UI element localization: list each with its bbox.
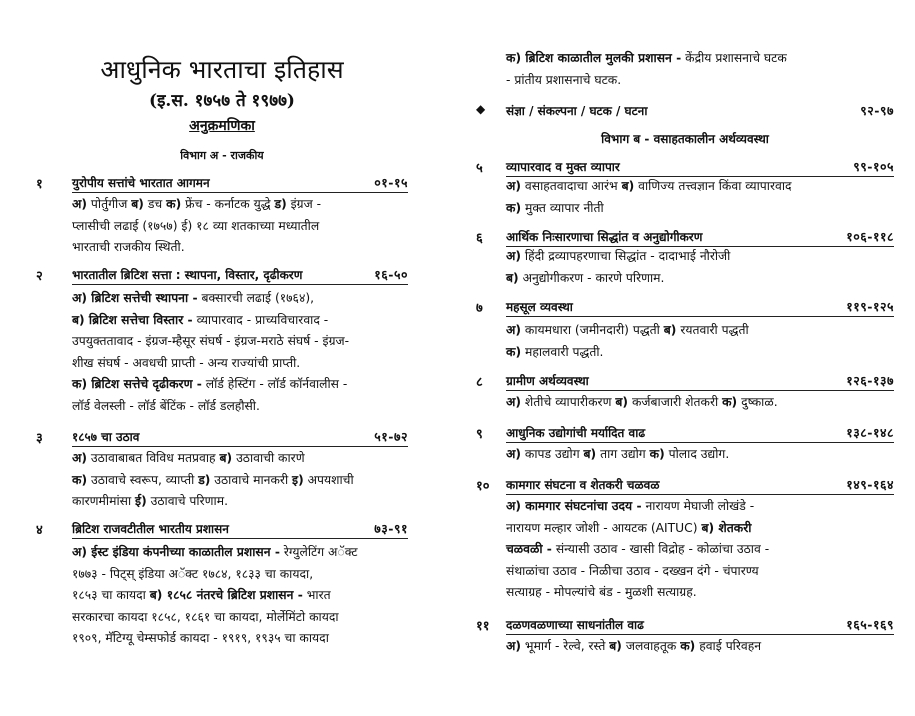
entry-heading: संज्ञा / संकल्पना / घटक / घटना bbox=[506, 104, 648, 118]
entry-pages: १४९-१६४ bbox=[846, 477, 894, 492]
entry-body: अ) वसाहतवादाचा आरंभ ब) वाणिज्य तत्त्वज्ञान किंवा व्यापारवाद क) मुक्त व्यापार नीती bbox=[506, 179, 792, 215]
entry-heading: युरोपीय सत्तांचे भारतात आगमन bbox=[72, 176, 210, 190]
entry-body: अ) कापड उद्योग ब) ताग उद्योग क) पोलाद उद्योग. bbox=[506, 447, 730, 461]
toc-entry-9[interactable] bbox=[476, 424, 894, 468]
entry-pages: १६-५० bbox=[374, 267, 408, 282]
entry-pages: १६५-१६९ bbox=[846, 617, 894, 632]
entry-number: ७ bbox=[476, 301, 483, 316]
toc-entry-11[interactable] bbox=[476, 616, 894, 662]
divider bbox=[506, 390, 894, 391]
book-title: आधुनिक भारताचा इतिहास bbox=[100, 55, 344, 84]
entry-body: अ) ब्रिटिश सत्तेची स्थापना - बक्सारची लढाई (१७६४), ब) ब्रिटिश सत्तेचा विस्तार - व्यापारवाद - प्राच्यविचारवाद - उपयुक्ततावाद - इंग्रज-म्हैसूर संघर्ष - इंग्रज-मराठे संघर्ष - इंग्रज- शीख संघर्ष - अवधची प्राप्ती - अन्य राज्यांची प्राप्ती. क) ब्रिटिश सत्तेचे दृढीकरण - लॉर्ड हेस्टिंग - लॉर्ड कॉर्नवालीस - लॉर्ड वेलस्ली - लॉर्ड बेंटिंक - लॉर्ड डलहौसी. bbox=[72, 291, 350, 413]
entry-heading: कामगार संघटना व शेतकरी चळवळ bbox=[506, 478, 660, 492]
entry-heading: दळणवळणाच्या साधनांतील वाढ bbox=[506, 618, 644, 632]
entry-number: ११ bbox=[476, 619, 490, 634]
entry-number: १ bbox=[36, 177, 43, 192]
entry-number: ४ bbox=[36, 523, 43, 538]
entry-pages: ७३-९१ bbox=[374, 521, 408, 536]
entry-body: अ) शेतीचे व्यापारीकरण ब) कर्जबाजारी शेतकरी क) दुष्काळ. bbox=[506, 395, 778, 409]
section-b-heading: विभाग ब - वसाहतकालीन अर्थव्यवस्था bbox=[601, 132, 769, 146]
entry-pages: १२६-१३७ bbox=[846, 373, 894, 388]
toc-entry-4[interactable] bbox=[36, 520, 408, 650]
entry-number: ३ bbox=[36, 431, 43, 446]
divider bbox=[506, 634, 894, 635]
toc-entry-7[interactable] bbox=[476, 298, 894, 364]
entry-body: अ) हिंदी द्रव्यापहरणाचा सिद्धांत - दादाभाई नौरोजी ब) अनुद्योगीकरण - कारणे परिणाम. bbox=[506, 249, 731, 285]
toc-entry-2[interactable] bbox=[36, 266, 408, 414]
book-subtitle: (इ.स. १७५७ ते १९७७) bbox=[149, 91, 295, 111]
toc-entry-concepts[interactable] bbox=[476, 102, 894, 122]
entry-body: अ) ईस्ट इंडिया कंपनीच्या काळातील प्रशासन - रेग्युलेटिंग अॅक्ट १७७३ - पिट्स् इंडिया अॅक्ट १७८४, १८३३ चा कायदा, १८५३ चा कायदा ब) १८५८ नंतरचे ब्रिटिश प्रशासन - भारत सरकारचा कायदा १८५८, १८६१ चा कायदा, मोर्लेमिंटो कायदा १९०९, मॅटिग्यू चेम्सफोर्ड कायदा - १९१९, १९३५ चा कायदा bbox=[72, 545, 358, 645]
entry-number: २ bbox=[36, 269, 43, 284]
entry-number: ९ bbox=[476, 427, 483, 442]
entry-number: ६ bbox=[476, 231, 483, 246]
entry-pages: ०१-१५ bbox=[374, 175, 408, 190]
divider bbox=[506, 316, 894, 317]
entry-body: अ) कायमधारा (जमीनदारी) पद्धती ब) रयतवारी पद्धती क) महालवारी पद्धती. bbox=[506, 323, 749, 359]
entry-heading: आर्थिक निःसारणाचा सिद्धांत व अनुद्योगीकरण bbox=[506, 230, 703, 244]
toc-entry-6[interactable] bbox=[476, 228, 894, 290]
toc-entry-1[interactable] bbox=[36, 174, 408, 260]
entry-pages: ११९-१२५ bbox=[846, 299, 894, 314]
entry-heading: भारतातील ब्रिटिश सत्ता : स्थापना, विस्तार, दृढीकरण bbox=[72, 268, 303, 282]
contents-heading: अनुक्रमणिका bbox=[189, 118, 255, 134]
entry-body: क) ब्रिटिश काळातील मुलकी प्रशासन - केंद्रीय प्रशासनाचे घटक - प्रांतीय प्रशासनाचे घटक. bbox=[506, 51, 787, 87]
entry-number: ५ bbox=[476, 161, 483, 176]
entry-body: अ) भूमार्ग - रेल्वे, रस्ते ब) जलवाहतूक क) हवाई परिवहन bbox=[506, 639, 762, 653]
entry-heading: १८५७ चा उठाव bbox=[72, 430, 140, 444]
toc-entry-3[interactable] bbox=[36, 428, 408, 512]
entry-heading: आधुनिक उद्योगांची मर्यादित वाढ bbox=[506, 426, 646, 440]
entry-body: अ) कामगार संघटनांचा उदय - नारायण मेघाजी लोखंडे - नारायण मल्हार जोशी - आयटक (AITUC) ब) शेतकरी चळवळी - संन्यासी उठाव - खासी विद्रोह - कोळांचा उठाव - संथाळांचा उठाव - निळीचा उठाव - दख्खन दंगे - चंपारण्य सत्याग्रह - मोपल्यांचे बंड - मुळशी सत्याग्रह. bbox=[506, 499, 770, 599]
divider bbox=[72, 192, 408, 193]
toc-continuation bbox=[476, 48, 894, 92]
entry-heading: व्यापारवाद व मुक्त व्यापार bbox=[506, 160, 620, 174]
toc-entry-5[interactable] bbox=[476, 158, 894, 220]
entry-heading: महसूल व्यवस्था bbox=[506, 300, 573, 314]
entry-number: ८ bbox=[476, 375, 483, 390]
entry-pages: ९९-१०५ bbox=[853, 159, 894, 174]
toc-entry-8[interactable] bbox=[476, 372, 894, 416]
diamond-bullet-icon: ◆ bbox=[476, 102, 486, 116]
entry-pages: ९२-९७ bbox=[860, 103, 894, 118]
entry-pages: १०६-११८ bbox=[846, 229, 894, 244]
divider bbox=[506, 442, 894, 443]
entry-pages: ५१-७२ bbox=[374, 429, 408, 444]
divider bbox=[72, 284, 408, 285]
entry-body: अ) उठावाबाबत विविध मतप्रवाह ब) उठावाची कारणे क) उठावाचे स्वरूप, व्याप्ती ड) उठावाचे मानकरी इ) अपयशाची कारणमीमांसा ई) उठावाचे परिणाम. bbox=[72, 451, 354, 508]
entry-body: अ) पोर्तुगीज ब) डच क) फ्रेंच - कर्नाटक युद्धे ड) इंग्रज - प्लासीची लढाई (१७५७) ई) १८ व्या शतकाच्या मध्यातील भारताची राजकीय स्थिती. bbox=[72, 197, 322, 254]
section-a-heading: विभाग अ - राजकीय bbox=[180, 149, 264, 162]
entry-heading: ब्रिटिश राजवटीतील भारतीय प्रशासन bbox=[72, 522, 229, 536]
divider bbox=[72, 538, 408, 539]
divider bbox=[506, 494, 894, 495]
divider bbox=[72, 446, 408, 447]
entry-number: १० bbox=[476, 479, 490, 494]
toc-entry-10[interactable] bbox=[476, 476, 894, 608]
entry-heading: ग्रामीण अर्थव्यवस्था bbox=[506, 374, 589, 388]
entry-pages: १३८-१४८ bbox=[846, 425, 894, 440]
